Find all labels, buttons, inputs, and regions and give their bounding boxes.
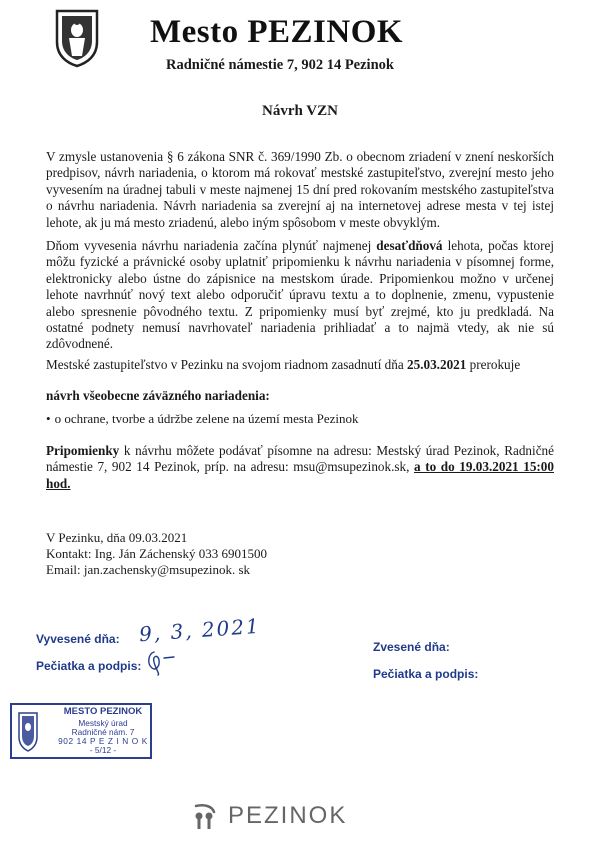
list-item: • o ochrane, tvorbe a údržbe zelene na území mesta Pezinok <box>46 411 358 427</box>
stamp-line: - 5/12 - <box>89 745 117 755</box>
paragraph-legal-basis: V zmysle ustanovenia § 6 zákona SNR č. 369/1990 Zb. o obecnom zriadení v znení neskorších predpisov, návrh nariadenia, o ktorom má rokovať mestské zastupiteľstvo, zverejní mesto jeho vyvesením na úradnej tabuli v meste najmenej 15 dní pred rokovaním mestského zastupiteľstva o návrhu nariadenia. Návrh nariadenia sa zverejní aj na internetovej adrese mesta v tej istej lehote, ak ju má mesto zriadenú, alebo iným spôsobom v meste obvyklým. <box>46 149 554 230</box>
stamp-crest-icon <box>17 711 39 753</box>
paragraph-text: k návrhu môžete podávať písomne na adresu: Mestský úrad Pezinok, Radničné námestie 7, 902 14 Pezinok, príp. na adresu: msu@msupezinok.sk, <box>46 443 554 475</box>
stamp-line: Mestský úrad <box>78 718 128 728</box>
session-date: 25.03.2021 <box>407 357 467 372</box>
period-length: desaťdňová <box>376 238 443 253</box>
removed-date-label: Zvesené dňa: <box>373 640 450 654</box>
paragraph-text: prerokuje <box>466 357 521 372</box>
pezinok-logo-icon <box>190 802 220 832</box>
submission-label: Pripomienky <box>46 443 120 458</box>
stamp-signature-label-left: Pečiatka a podpis: <box>36 659 142 673</box>
handwritten-signature <box>144 648 180 676</box>
paragraph-submission <box>46 443 554 492</box>
regulation-list <box>46 411 358 427</box>
paragraph-text: Mestské zastupiteľstvo v Pezinku na svojom riadnom zasadnutí dňa <box>46 357 407 372</box>
document-title: Návrh VZN <box>262 103 338 119</box>
regulation-heading: návrh všeobecne záväzného nariadenia: <box>46 388 270 403</box>
paragraph-text: Dňom vyvesenia návrhu nariadenia začína plynúť najmenej <box>46 238 377 253</box>
handwritten-posted-date: 9, 3, 2021 <box>138 613 262 647</box>
organization-title: Mesto PEZINOK <box>150 14 404 50</box>
paragraph-text: lehota, počas ktorej môžu fyzické a právnické osoby uplatniť pripomienku k návrhu nariadenia v písomnej forme, elektronicky alebo ústne do zápisnice na mestskom úrade. Pripomienkou možno v určenej lehote navrhnúť nový text alebo odporučiť úpravu textu a to doplnenie, zmenu, vypustenie alebo spresnenie pôvodného textu. Z pripomienky musí byť zrejmé, kto ju predkladá. Na ostatné podnety nemusí navrhovateľ nariadenia prihliadať a to najmä vtedy, ak nie sú zdôvodnené. <box>46 238 554 352</box>
footer-logo <box>190 800 390 834</box>
paragraph-comment-period <box>46 238 554 353</box>
official-stamp <box>10 703 152 759</box>
email-line[interactable]: Email: jan.zachensky@msupezinok. sk <box>46 562 251 577</box>
stamp-signature-label-right: Pečiatka a podpis: <box>373 667 479 681</box>
posted-date-label: Vyvesené dňa: <box>36 632 120 646</box>
stamp-line: MESTO PEZINOK <box>63 706 143 717</box>
coat-of-arms-icon <box>54 8 100 68</box>
submission-deadline: a to do 19.03.2021 15:00 hod. <box>46 459 554 491</box>
footer-logo-text: PEZINOK <box>228 802 348 829</box>
contact-line: Kontakt: Ing. Ján Záchenský 033 6901500 <box>46 546 267 561</box>
organization-address: Radničné námestie 7, 902 14 Pezinok <box>166 57 394 73</box>
place-date: V Pezinku, dňa 09.03.2021 <box>46 530 188 545</box>
stamp-line: 902 14 P E Z I N O K <box>58 736 148 746</box>
stamp-line: Radničné nám. 7 <box>71 727 135 737</box>
paragraph-council-session <box>46 357 554 373</box>
